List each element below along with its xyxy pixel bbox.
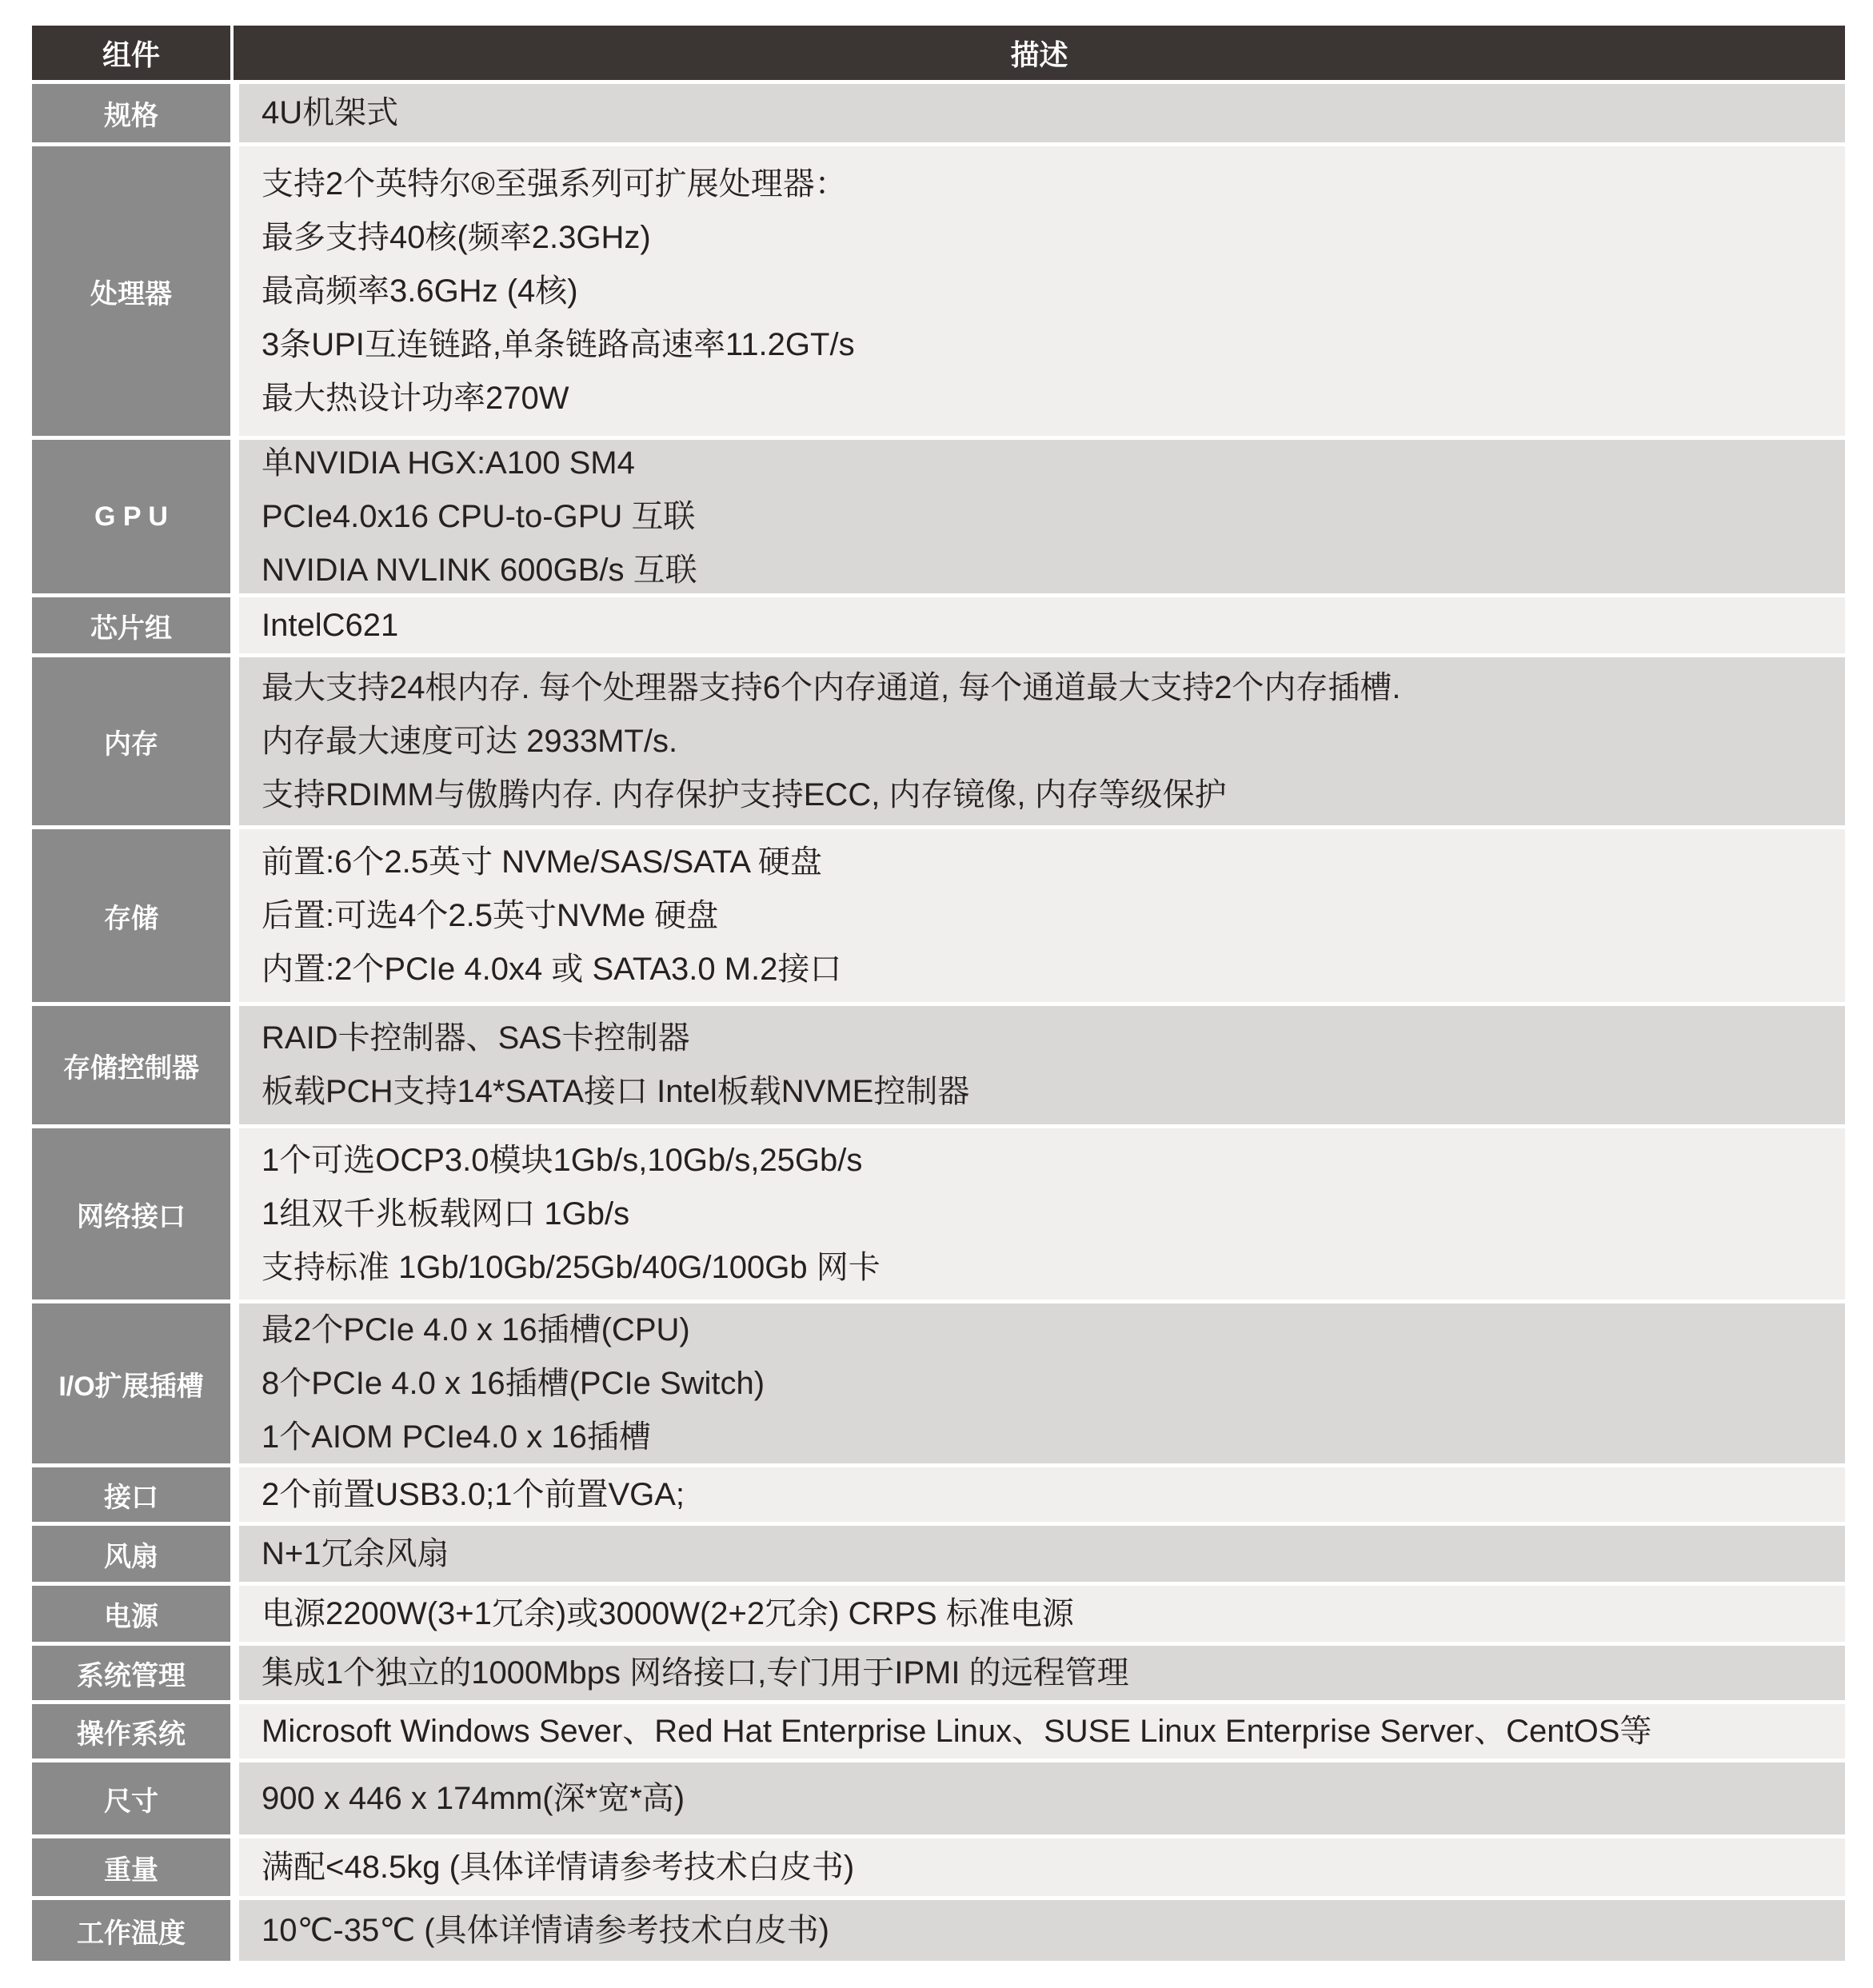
spec-line: 内置:2个PCIe 4.0x4 或 SATA3.0 M.2接口 (262, 951, 842, 987)
row-label: 规格 (32, 84, 230, 142)
spec-line: 支持标准 1Gb/10Gb/25Gb/40G/100Gb 网卡 (262, 1249, 881, 1285)
spec-line: 3条UPI互连链路,单条链路高速率11.2GT/s (262, 326, 855, 362)
row-label: 尺寸 (32, 1762, 230, 1834)
spec-line: 前置:6个2.5英寸 NVMe/SAS/SATA 硬盘 (262, 844, 822, 880)
spec-line: IntelC621 (262, 607, 399, 643)
table-row-operating-system (32, 1704, 1845, 1758)
table-row-power (32, 1586, 1845, 1642)
table-row-spec (32, 84, 1845, 142)
row-description (239, 1303, 1845, 1463)
row-label: 操作系统 (32, 1704, 230, 1758)
row-description (239, 1526, 1845, 1582)
spec-line: PCIe4.0x16 CPU-to-GPU 互联 (262, 498, 696, 534)
spec-line: 集成1个独立的1000Mbps 网络接口,专门用于IPMI 的远程管理 (262, 1655, 1129, 1691)
row-label: 风扇 (32, 1526, 230, 1582)
row-description (239, 829, 1845, 1002)
row-description (239, 1838, 1845, 1896)
spec-line: 10℃-35℃ (具体详情请参考技术白皮书) (262, 1912, 829, 1948)
spec-line: 电源2200W(3+1冗余)或3000W(2+2冗余) CRPS 标准电源 (262, 1595, 1074, 1631)
table-row-system-management (32, 1646, 1845, 1700)
table-row-ports (32, 1467, 1845, 1522)
spec-line: 最2个PCIe 4.0 x 16插槽(CPU) (262, 1311, 690, 1347)
row-label: 存储 (32, 829, 230, 1002)
table-row-io-slots (32, 1303, 1845, 1463)
row-label: 处理器 (32, 146, 230, 436)
table-row-memory (32, 657, 1845, 825)
spec-line: 内存最大速度可达 2933MT/s. (262, 723, 678, 759)
spec-line: 满配<48.5kg (具体详情请参考技术白皮书) (262, 1849, 855, 1885)
spec-line: 最大支持24根内存. 每个处理器支持6个内存通道, 每个通道最大支持2个内存插槽. (262, 669, 1401, 705)
row-label: 网络接口 (32, 1128, 230, 1299)
row-description (239, 597, 1845, 653)
spec-line: 2个前置USB3.0;1个前置VGA; (262, 1476, 685, 1512)
table-row-fans (32, 1526, 1845, 1582)
row-description (239, 1586, 1845, 1642)
row-label: 工作温度 (32, 1900, 230, 1961)
row-label: G P U (32, 440, 230, 593)
row-description (239, 84, 1845, 142)
spec-line: 8个PCIe 4.0 x 16插槽(PCIe Switch) (262, 1365, 765, 1401)
table-row-chipset (32, 597, 1845, 653)
row-label: 接口 (32, 1467, 230, 1522)
table-row-processor (32, 146, 1845, 436)
table-row-operating-temperature (32, 1900, 1845, 1961)
spec-line: 1个AIOM PCIe4.0 x 16插槽 (262, 1419, 651, 1455)
row-description (239, 440, 1845, 593)
row-description (239, 1646, 1845, 1700)
row-description (239, 1900, 1845, 1961)
row-label: 系统管理 (32, 1646, 230, 1700)
row-description (239, 146, 1845, 436)
row-description (239, 1762, 1845, 1834)
spec-line: 最大热设计功率270W (262, 380, 569, 416)
row-label: 内存 (32, 657, 230, 825)
row-label: 电源 (32, 1586, 230, 1642)
table-row-network (32, 1128, 1845, 1299)
table-row-gpu (32, 440, 1845, 593)
row-description (239, 1704, 1845, 1758)
row-label: 存储控制器 (32, 1006, 230, 1124)
row-description (239, 657, 1845, 825)
row-description (239, 1467, 1845, 1522)
row-label: 芯片组 (32, 597, 230, 653)
spec-table (32, 26, 1845, 1961)
header-component-cell: 组件 (32, 26, 230, 80)
table-row-dimensions (32, 1762, 1845, 1834)
header-description-cell: 描述 (234, 26, 1845, 80)
row-label: 重量 (32, 1838, 230, 1896)
spec-line: 4U机架式 (262, 95, 399, 130)
spec-line: Microsoft Windows Sever、Red Hat Enterprise Linux、SUSE Linux Enterprise Server、CentOS等 (262, 1713, 1652, 1749)
spec-line: 板载PCH支持14*SATA接口 Intel板载NVME控制器 (262, 1074, 970, 1109)
row-label: I/O扩展插槽 (32, 1303, 230, 1463)
spec-line: RAID卡控制器、SAS卡控制器 (262, 1020, 690, 1056)
row-description (239, 1128, 1845, 1299)
table-header-row (32, 26, 1845, 80)
spec-line: 1个可选OCP3.0模块1Gb/s,10Gb/s,25Gb/s (262, 1142, 863, 1178)
spec-line: 支持2个英特尔®至强系列可扩展处理器： (262, 166, 847, 202)
spec-line: NVIDIA NVLINK 600GB/s 互联 (262, 552, 697, 588)
table-row-storage-controller (32, 1006, 1845, 1124)
row-description (239, 1006, 1845, 1124)
spec-line: N+1冗余风扇 (262, 1535, 449, 1571)
table-row-weight (32, 1838, 1845, 1896)
table-row-storage (32, 829, 1845, 1002)
spec-line: 900 x 446 x 174mm(深*宽*高) (262, 1780, 685, 1816)
spec-line: 1组双千兆板载网口 1Gb/s (262, 1196, 630, 1232)
spec-line: 支持RDIMM与傲腾内存. 内存保护支持ECC, 内存镜像, 内存等级保护 (262, 776, 1227, 812)
spec-line: 最多支持40核(频率2.3GHz) (262, 219, 651, 255)
spec-line: 单NVIDIA HGX:A100 SM4 (262, 445, 635, 481)
spec-line: 后置:可选4个2.5英寸NVMe 硬盘 (262, 897, 719, 933)
spec-line: 最高频率3.6GHz (4核) (262, 273, 578, 309)
